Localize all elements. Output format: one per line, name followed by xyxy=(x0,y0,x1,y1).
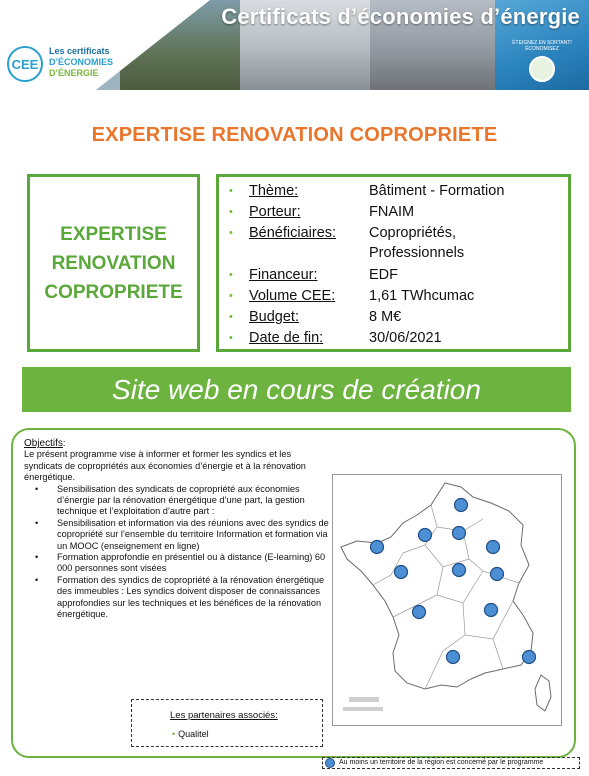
info-value: FNAIM xyxy=(369,204,415,220)
region-marker-5 xyxy=(487,541,500,554)
region-marker-legend-icon xyxy=(325,758,335,768)
program-name-line2: RENOVATION xyxy=(51,252,176,274)
partners-box xyxy=(131,699,323,747)
objectives-list xyxy=(24,484,329,621)
program-name-line3: COPROPRIETE xyxy=(44,281,183,303)
list-item: • Formation des syndics de copropriété à la rénovation énergétique des immeubles : Les syndics doivent disposer de connaissances approfondies sur les techniques et les bénéfices de la rénovation énergétique. xyxy=(35,574,325,620)
info-value: 30/06/2021 xyxy=(369,330,442,346)
cee-logo xyxy=(7,44,119,86)
bullet-icon: • xyxy=(229,332,233,344)
program-name-box xyxy=(27,174,200,352)
bullet-icon: • xyxy=(35,517,39,528)
logo-line2: D’ÉCONOMIES xyxy=(49,57,114,67)
website-status-banner: Site web en cours de création xyxy=(22,367,571,412)
program-name-line1: EXPERTISE xyxy=(60,223,167,245)
objectives-section xyxy=(24,438,329,621)
region-marker-1 xyxy=(455,499,468,512)
region-marker-8 xyxy=(491,568,504,581)
map-svg xyxy=(333,475,563,727)
cee-badge: CEE xyxy=(7,46,43,82)
region-marker-9 xyxy=(413,606,426,619)
region-marker-12 xyxy=(523,651,536,664)
partners-heading: Les partenaires associés: xyxy=(170,710,278,721)
bullet-icon: • xyxy=(229,206,233,218)
region-marker-4 xyxy=(371,541,384,554)
page-title: EXPERTISE RENOVATION COPROPRIETE xyxy=(91,124,498,146)
region-marker-6 xyxy=(395,566,408,579)
footnote-text: Au moins un territoire de la région est concerné par le programme xyxy=(339,759,544,766)
banner-title: Certificats d’économies d’énergie xyxy=(221,4,580,29)
region-marker-3 xyxy=(419,529,432,542)
info-label: Volume CEE: xyxy=(249,288,336,304)
bullet-icon: • xyxy=(35,552,39,563)
map-legend-footnote xyxy=(322,757,580,769)
info-value: Professionnels xyxy=(369,245,465,261)
objectives-intro: Le présent programme vise à informer et former les syndics et les syndicats de copropriétés aux économies d’énergie et à la rénovation énergétique. xyxy=(24,449,306,483)
france-regions-map xyxy=(332,474,562,726)
bullet-icon: • xyxy=(35,483,39,494)
lightbulb-icon xyxy=(529,56,555,82)
objectives-heading: Objectifs xyxy=(24,438,63,449)
sticker-line1: ÉTEIGNEZ EN SORTANT! xyxy=(512,40,572,46)
program-info-box xyxy=(216,174,571,352)
bullet-icon: • xyxy=(172,729,176,739)
info-label: Budget: xyxy=(249,309,299,325)
france-outline xyxy=(341,483,533,689)
logo-line3: D’ÉNERGIE xyxy=(49,68,99,78)
objectives-heading-line: Objectifs: xyxy=(24,438,66,449)
bullet-icon: • xyxy=(229,185,233,197)
list-item: • Sensibilisation et information via des réunions avec des syndics de copropriété sur l’ensemble du territoire Information et formation via un MOOC (enseignement en ligne) xyxy=(35,517,329,551)
partner-item: • Qualitel xyxy=(172,729,209,739)
region-marker-2 xyxy=(453,527,466,540)
bullet-icon: • xyxy=(229,269,233,281)
info-value: Copropriétés, xyxy=(369,225,457,241)
bullet-icon: • xyxy=(229,311,233,323)
info-label: Financeur: xyxy=(249,267,318,283)
info-value: Bâtiment - Formation xyxy=(369,183,505,199)
info-label: Porteur: xyxy=(249,204,301,220)
list-item: • Sensibilisation des syndicats de copropriété aux économies d’énergie par la rénovation énergétique d’une part, la gestion technique et l’exploitation d’autre part : xyxy=(35,483,305,517)
region-marker-11 xyxy=(447,651,460,664)
sticker-line2: ÉCONOMISEZ xyxy=(525,46,559,52)
logo-line1: Les certificats xyxy=(49,46,110,56)
info-label: Thème: xyxy=(249,183,299,199)
info-label: Bénéficiaires: xyxy=(249,225,337,241)
banner-sticker xyxy=(502,40,582,82)
info-value: 8 M€ xyxy=(369,309,402,325)
info-label: Date de fin: xyxy=(249,330,324,346)
list-item: • Formation approfondie en présentiel ou à distance (E-learning) 60 000 personnes sont visées xyxy=(35,552,326,574)
bullet-icon: • xyxy=(229,227,233,239)
bullet-icon: • xyxy=(229,290,233,302)
map-annotations xyxy=(343,697,383,711)
info-value: EDF xyxy=(369,267,398,283)
region-marker-7 xyxy=(453,564,466,577)
bullet-icon: • xyxy=(35,574,39,585)
region-marker-10 xyxy=(485,604,498,617)
info-value: 1,61 TWhcumac xyxy=(369,288,475,304)
corsica-outline xyxy=(535,675,551,711)
